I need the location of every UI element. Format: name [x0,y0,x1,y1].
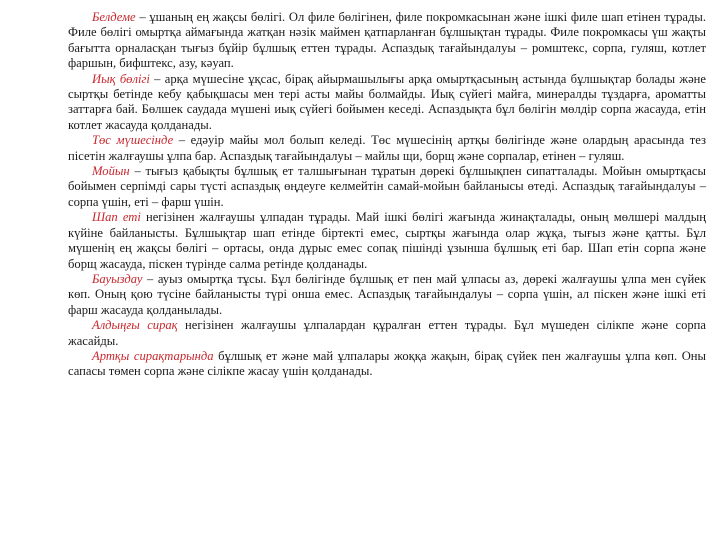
paragraph-text: – едәуір майы мол болып келеді. Төс мүшесінің артқы бөлігінде және олардың арасында тез пісетін жалғаушы ұлпа бар. Аспаздық тағайындалуы – майлы щи, борщ және сорпалар, етінен – гуляш. [68,133,707,163]
term-moyin: Мойын [92,164,130,179]
document-body [68,10,706,380]
term-bauyzdau: Бауыздау [92,271,143,286]
paragraph-text: негізінен жалғаушы ұлпадан тұрады. Май ішкі бөлігі жағында жинақталады, оның мөлшері малдың күйіне байланысты. Бұлшықтар шап етінде біртекті емес, сыртқы жағында олар жұқа, тығыз және қатты. Бұл мүшенің ең жақсы бөлігі – ортасы, онда дұрыс емес сопақ пішінді ұзынша бұлшық еті бар. Шап етін сорпа және борщ жасауда, піскен түрінде салма ретінде қолданады. [68,210,706,271]
paragraph-moyin [68,164,706,210]
paragraph-artqy-siraq [68,349,706,380]
term-artqy-siraq: Артқы сирақтарында [92,348,214,363]
paragraph-text: негізінен жалғаушы ұлпалардан құралған еттен тұрады. Бұл мүшеден сілікпе және сорпа жасайды. [68,318,707,348]
paragraph-beldeme [68,10,706,72]
term-aldyngy-siraq: Алдыңғы сирақ [92,318,178,333]
term-beldeme: Белдеме [92,10,136,24]
paragraph-bauyzdau [68,272,706,318]
paragraph-text: – арқа мүшесіне ұқсас, бірақ айырмашылығы арқа омыртқасының астында бұлшықтар болады және сыртқы бетінде кебу қабықшасы мен тері асты майы болмайды. Иық сүйегі майға, минералды тұздарға, ароматты заттарға бай. Бөлшек саудада мүшені иық сүйегі бойымен кеседі. Аспаздықта бұл бөлігін мөлдір сорпа жасауда, етін котлет жасауда қолданады. [68,71,706,132]
paragraph-aldyngy-siraq [68,318,706,349]
paragraph-tos-mushesi [68,133,706,164]
paragraph-iyq-boligi [68,72,706,134]
paragraph-text: – ұшаның ең жақсы бөлігі. Ол филе бөлігінен, филе покромкасынан және ішкі филе шап етінен тұрады. Филе бөлігі омыртқа аймағында жатқан нәзік маймен қатпарланған бұлшықтан тұрады. Филе покромкасы үш жақты бағытта орналасқан тығыз бұйір бұлшық еттен тұрады. Аспаздық тағайындалуы – ромштекс, сорпа, гуляш, котлет фаршын, бифштекс, азу, кәуап. [68,10,706,71]
term-iyq-boligi: Иық бөлігі [92,71,150,86]
paragraph-text: – ауыз омыртқа тұсы. Бұл бөлігінде бұлшық ет пен май ұлпасы аз, дөрекі жалғаушы ұлпа мен сүйек көп. Оның қою түсіне байланысты түрі онша емес. Аспаздық тағайындалуы – сорпа үшін, ал піскен және ішкі еті фарш жасауда қолданылады. [68,271,706,317]
term-shap-eti: Шап еті [92,210,141,225]
paragraph-text: – тығыз қабықты бұлшық ет талшығынан тұратын дөрекі бұлшықпен сипатталады. Мойын омыртқасы бойымен серпімді сары түсті аспаздық өңдеуге келмейтін самай-мойын байланысы өтеді. Аспаздық тағайындалуы – сорпа үшін, еті – фарш үшін. [68,164,706,209]
term-tos-mushesi: Төс мүшесінде [92,133,174,148]
paragraph-shap-eti [68,210,706,272]
paragraph-text: бұлшық ет және май ұлпалары жоққа жақын, бірақ сүйек пен жалғаушы ұлпа көп. Оны сапасы төмен сорпа және сілікпе жасау үшін қолданады. [68,348,706,379]
